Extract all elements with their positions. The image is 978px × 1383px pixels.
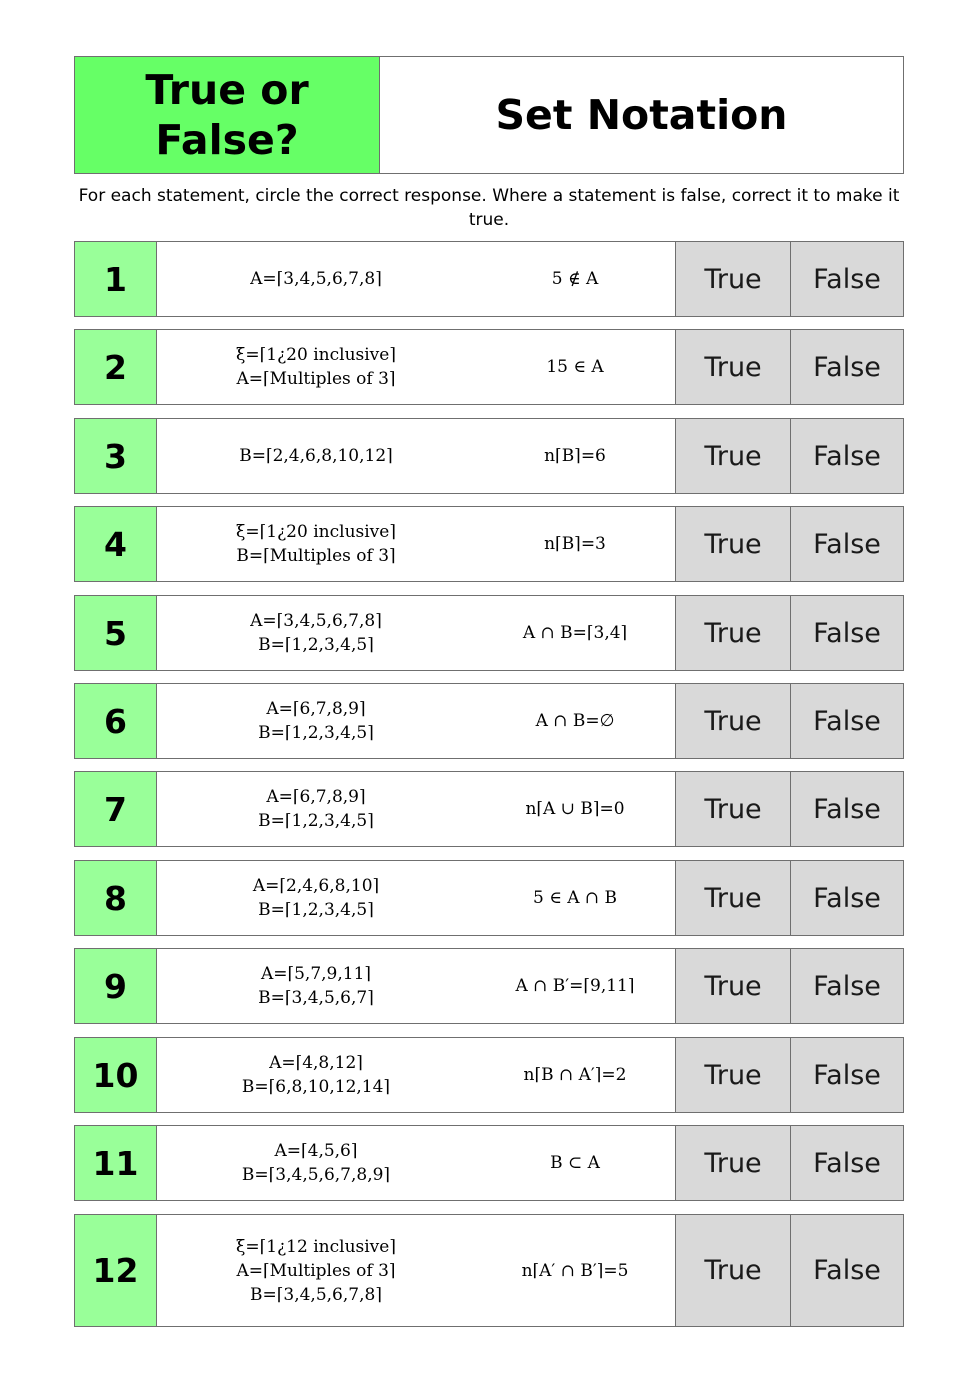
given-set-line: B=⌈1,2,3,4,5⌉ (258, 900, 374, 920)
statement: n⌈A′ ∩ B′⌉=5 (521, 1260, 629, 1281)
given-set-line: A=⌈Multiples of 3⌉ (236, 369, 396, 389)
true-option[interactable]: True (676, 1038, 791, 1112)
question-content (157, 1126, 676, 1200)
true-option[interactable]: True (676, 507, 791, 581)
question-number: 12 (75, 1215, 157, 1326)
question-row (74, 771, 904, 847)
given-sets (157, 684, 475, 758)
question-content (157, 861, 676, 935)
instructions-text: For each statement, circle the correct response. Where a statement is false, correct it to make it true. (78, 186, 900, 230)
question-number: 8 (75, 861, 157, 935)
question-content (157, 330, 676, 404)
question-number: 6 (75, 684, 157, 758)
true-option[interactable]: True (676, 1126, 791, 1200)
given-sets (157, 1038, 475, 1112)
statement: n⌈A ∪ B⌉=0 (525, 799, 625, 819)
question-row (74, 241, 904, 317)
false-option[interactable]: False (791, 330, 903, 404)
given-set-line: B=⌈1,2,3,4,5⌉ (258, 723, 374, 743)
given-set-line: ξ=⌈1¿12 inclusive⌉ (236, 1236, 396, 1257)
statement: A ∩ B=∅ (535, 711, 615, 731)
given-sets (157, 330, 475, 404)
statement: 5 ∈ A ∩ B (532, 888, 618, 908)
question-row (74, 948, 904, 1024)
question-content (157, 949, 676, 1023)
statement: n⌈B⌉=3 (544, 534, 606, 554)
given-sets (157, 419, 475, 493)
question-content (157, 507, 676, 581)
given-sets (157, 949, 475, 1023)
false-option[interactable]: False (791, 507, 903, 581)
given-set-line: A=⌈3,4,5,6,7,8⌉ (250, 611, 382, 631)
question-number: 7 (75, 772, 157, 846)
given-set-line: ξ=⌈1¿20 inclusive⌉ (236, 345, 396, 365)
false-option[interactable]: False (791, 684, 903, 758)
true-option[interactable]: True (676, 242, 791, 316)
question-content (157, 772, 676, 846)
question-number: 10 (75, 1038, 157, 1112)
given-set-line: A=⌈6,7,8,9⌉ (266, 787, 366, 807)
worksheet-type-title: True or False? (75, 57, 380, 173)
false-option[interactable]: False (791, 949, 903, 1023)
question-row (74, 1125, 904, 1201)
question-content (157, 684, 676, 758)
question-number: 5 (75, 596, 157, 670)
given-sets (157, 1126, 475, 1200)
given-set-line: B=⌈Multiples of 3⌉ (236, 546, 396, 566)
question-row (74, 595, 904, 671)
question-row (74, 860, 904, 936)
statement: 15 ∈ A (546, 357, 604, 377)
question-content (157, 1038, 676, 1112)
true-option[interactable]: True (676, 330, 791, 404)
given-set-line: A=⌈Multiples of 3⌉ (236, 1260, 396, 1281)
question-number: 11 (75, 1126, 157, 1200)
given-sets (157, 1215, 475, 1326)
true-option[interactable]: True (676, 949, 791, 1023)
statement: n⌈B⌉=6 (544, 446, 606, 466)
question-row (74, 506, 904, 582)
question-row (74, 418, 904, 494)
false-option[interactable]: False (791, 772, 903, 846)
given-set-line: A=⌈2,4,6,8,10⌉ (252, 876, 380, 896)
question-row (74, 1214, 904, 1327)
question-row (74, 1037, 904, 1113)
given-set-line: A=⌈6,7,8,9⌉ (266, 699, 366, 719)
true-option[interactable]: True (676, 684, 791, 758)
given-set-line: B=⌈2,4,6,8,10,12⌉ (239, 446, 393, 466)
false-option[interactable]: False (791, 242, 903, 316)
given-sets (157, 861, 475, 935)
given-set-line: B=⌈6,8,10,12,14⌉ (241, 1077, 391, 1097)
given-set-line: B=⌈3,4,5,6,7,8⌉ (250, 1284, 382, 1305)
question-number: 3 (75, 419, 157, 493)
true-option[interactable]: True (676, 772, 791, 846)
given-set-line: B=⌈1,2,3,4,5⌉ (258, 811, 374, 831)
statement: A ∩ B=⌈3,4⌉ (522, 623, 628, 643)
statement: A ∩ B′=⌈9,11⌉ (515, 976, 635, 996)
given-sets (157, 242, 475, 316)
false-option[interactable]: False (791, 419, 903, 493)
statement: n⌈B ∩ A′⌉=2 (523, 1065, 627, 1085)
title-header (74, 56, 904, 174)
true-option[interactable]: True (676, 861, 791, 935)
false-option[interactable]: False (791, 596, 903, 670)
question-content (157, 596, 676, 670)
question-number: 2 (75, 330, 157, 404)
given-set-line: A=⌈4,8,12⌉ (269, 1053, 363, 1073)
question-content (157, 419, 676, 493)
question-number: 4 (75, 507, 157, 581)
given-set-line: ξ=⌈1¿20 inclusive⌉ (236, 522, 396, 542)
false-option[interactable]: False (791, 1126, 903, 1200)
true-option[interactable]: True (676, 596, 791, 670)
false-option[interactable]: False (791, 1038, 903, 1112)
question-number: 9 (75, 949, 157, 1023)
question-row (74, 683, 904, 759)
true-option[interactable]: True (676, 1215, 791, 1326)
given-set-line: B=⌈3,4,5,6,7,8,9⌉ (241, 1165, 391, 1185)
statement: B ⊂ A (550, 1153, 600, 1173)
given-set-line: B=⌈3,4,5,6,7⌉ (258, 988, 374, 1008)
statement: 5 ∉ A (551, 269, 599, 289)
given-set-line: A=⌈4,5,6⌉ (274, 1141, 358, 1161)
given-sets (157, 507, 475, 581)
worksheet-topic-title: Set Notation (495, 91, 788, 139)
given-set-line: A=⌈5,7,9,11⌉ (260, 964, 372, 984)
false-option[interactable]: False (791, 1215, 903, 1326)
given-sets (157, 596, 475, 670)
given-sets (157, 772, 475, 846)
given-set-line: A=⌈3,4,5,6,7,8⌉ (250, 269, 382, 289)
false-option[interactable]: False (791, 861, 903, 935)
given-set-line: B=⌈1,2,3,4,5⌉ (258, 635, 374, 655)
question-content (157, 242, 676, 316)
question-content (157, 1215, 676, 1326)
question-row (74, 329, 904, 405)
question-number: 1 (75, 242, 157, 316)
true-option[interactable]: True (676, 419, 791, 493)
